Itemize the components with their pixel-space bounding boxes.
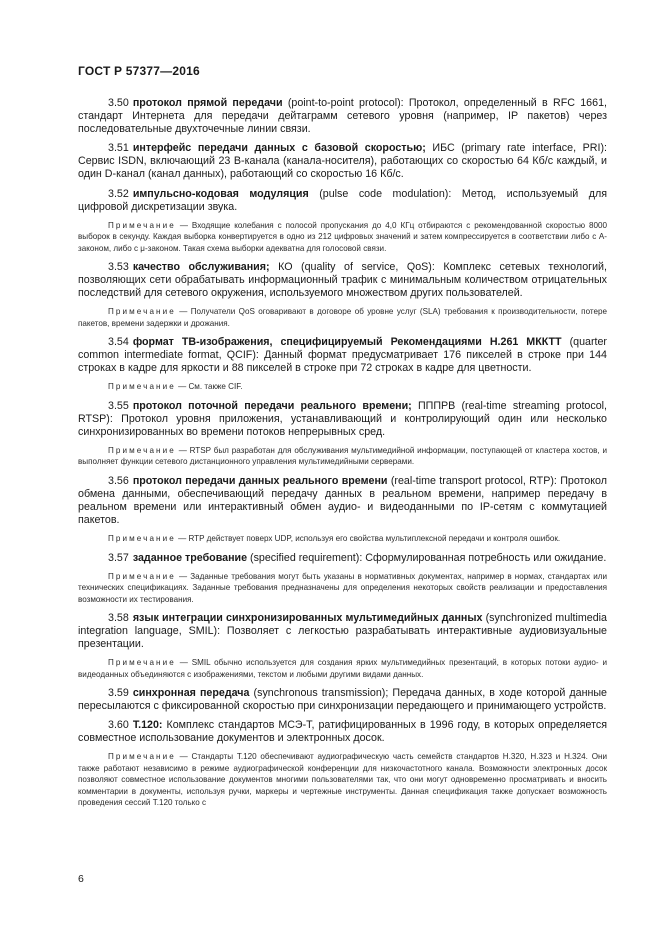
entry-term: качество обслуживания; bbox=[132, 260, 270, 273]
entry-number: 3.52 bbox=[108, 187, 129, 200]
term-entry-3-57 bbox=[78, 552, 607, 565]
term-entry-3-58 bbox=[78, 612, 607, 651]
note-3-53 bbox=[78, 306, 607, 329]
note-text: — Входящие колебания с полосой пропускания до 4,0 КГц отбираются с рекомендованной скоростью 8000 выборок в секунду. Каждая выборка конвертируется в одно из 212 цифровых значений и затем компрессируется в соответствии либо с А-законом, либо с μ-законом. Такая схема выборки адекватна для голосовой связи. bbox=[78, 220, 608, 253]
entry-number: 3.58 bbox=[108, 611, 129, 624]
note-label: Примечание bbox=[108, 307, 176, 317]
note-3-55 bbox=[78, 445, 607, 468]
entry-definition: (specified requirement): Сформулированная потребность или ожидание. bbox=[247, 551, 607, 564]
entry-number: 3.55 bbox=[108, 399, 129, 412]
entry-definition: (quarter common intermediate format, QCIF): Данный формат предусматривает 176 пикселей в строке при 144 строках в кадре для яркости и 88 пикселей в строке при 72 строках в кадре для цветности. bbox=[78, 336, 607, 375]
entry-number: 3.51 bbox=[108, 142, 129, 155]
entry-definition: ПППРВ (real-time streaming protocol, RTSP): Протокол уровня приложения, устанавливающий и контролирующий один или несколько синхронизированных во времени потоков непрерывных сред. bbox=[78, 399, 607, 438]
entry-definition: ИБС (primary rate interface, PRI): Сервис ISDN, включающий 23 B-канала (канала-носителя), работающих со скоростью 64 Кб/с каждый, и один D-канал (канал данных), работающий со скоростью 16 Кб/с. bbox=[78, 142, 608, 181]
note-3-57 bbox=[78, 571, 607, 605]
entry-number: 3.57 bbox=[108, 551, 129, 564]
note-3-54 bbox=[78, 381, 607, 392]
entry-number: 3.60 bbox=[108, 719, 129, 732]
entry-term: протокол передачи данных реального времени bbox=[132, 474, 388, 487]
entry-term: синхронная передача bbox=[132, 687, 250, 700]
entry-term: импульсно-кодовая модуляция bbox=[132, 187, 309, 200]
entry-definition: (real-time transport protocol, RTP): Протокол обмена данными, обеспечивающий передачу данных в реальном времени, например передачу в реальном времени или интерактивный обмен аудио- и видеоданными по IP-сетям с коммутацией пакетов. bbox=[78, 474, 607, 527]
entry-definition: КО (quality of service, QoS): Комплекс сетевых технологий, позволяющих сети обрабатывать информационный трафик с минимальным количеством отрицательных последствий для сетевого окружения, используемого множеством других пользователей. bbox=[78, 260, 607, 300]
note-label: Примечание bbox=[108, 382, 176, 392]
note-3-56 bbox=[78, 533, 607, 544]
term-entry-3-52 bbox=[78, 188, 607, 214]
term-entry-3-50 bbox=[78, 97, 607, 136]
note-label: Примечание bbox=[108, 658, 176, 668]
entry-number: 3.53 bbox=[108, 260, 129, 273]
entry-definition: (pulse code modulation): Метод, используемый для цифровой дискретизации звука. bbox=[78, 187, 607, 213]
note-3-58 bbox=[78, 657, 607, 680]
entry-number: 3.54 bbox=[108, 336, 129, 349]
entry-definition: Комплекс стандартов МСЭ-Т, ратифицированных в 1996 году, в которых определяется совместное использование документов и электронных досок. bbox=[78, 719, 607, 745]
entry-term: интерфейс передачи данных с базовой скоростью; bbox=[132, 142, 426, 155]
term-entry-3-53 bbox=[78, 261, 607, 300]
note-label: Примечание bbox=[108, 220, 176, 230]
note-text: — RTSP был разработан для обслуживания мультимедийной информации, поступающей от кластера хостов, и выполняет функции сетевого дистанционного управления мультимедийными серверами. bbox=[78, 446, 608, 467]
entry-term: протокол поточной передачи реального времени; bbox=[132, 399, 412, 412]
entry-definition: (synchronous transmission); Передача данных, в ходе которой данные пересылаются с фиксированной скоростью при синхронизации передающего и принимающего устройств. bbox=[78, 687, 608, 713]
entry-definition: (synchronized multimedia integration language, SMIL): Позволяет с легкостью разрабатывать интерактивные аудиовизуальные презентации. bbox=[78, 611, 607, 651]
entry-term: заданное требование bbox=[132, 551, 248, 564]
entry-number: 3.56 bbox=[108, 474, 129, 487]
document-header: ГОСТ Р 57377—2016 bbox=[78, 64, 200, 78]
entry-term: протокол прямой передачи bbox=[132, 97, 283, 109]
note-text: — Стандарты Т.120 обеспечивают аудиографическую часть семейств стандартов Н.320, Н.323 и Н.324. Они также работают независимо в режиме аудиографической конференции для низкочастотного канала. Возможности электронных досок позволяют совместное использование документов многими пользователями так, что они могут одновременно просматривать и вносить комментарии в документы, используя ручки, маркеры и чертежные инструменты. Данная спецификация также допускает возможность проведения сессий Т.120 только с bbox=[78, 752, 608, 808]
note-3-60 bbox=[78, 751, 607, 808]
entry-definition: (point-to-point protocol): Протокол, определенный в RFC 1661, стандарт Интернета для передачи дейтаграмм сетевого уровня (например, IP пакетов) через последовательные двухточечные линии связи. bbox=[78, 97, 607, 136]
term-entry-3-56 bbox=[78, 475, 607, 527]
term-entry-3-54 bbox=[78, 336, 607, 375]
note-label: Примечание bbox=[108, 534, 176, 544]
note-text: — SMIL обычно используется для создания ярких мультимедийных презентаций, в которых потоки аудио- и видеоданных объединяются с изображениями, текстом и любыми другими видами данных. bbox=[78, 658, 608, 679]
note-text: — Получатели QoS оговаривают в договоре об уровне услуг (SLA) требования к производительности, потере пакетов, времени задержки и дрожания. bbox=[78, 307, 608, 328]
term-entry-3-51 bbox=[78, 142, 607, 181]
entry-term: Т.120: bbox=[132, 719, 163, 732]
entry-number: 3.50 bbox=[108, 97, 129, 109]
entry-term: язык интеграции синхронизированных мультимедийных данных bbox=[132, 611, 483, 624]
term-entry-3-59 bbox=[78, 687, 607, 713]
note-label: Примечание bbox=[108, 752, 176, 762]
note-text: — См. также CIF. bbox=[178, 382, 243, 392]
term-entry-3-60 bbox=[78, 719, 607, 745]
note-3-52 bbox=[78, 220, 607, 254]
note-label: Примечание bbox=[108, 571, 176, 581]
note-text: — RTP действует поверх UDP, используя его свойства мультиплексной передачи и контроля ошибок. bbox=[178, 534, 561, 544]
note-text: — Заданные требования могут быть указаны в нормативных документах, например в нормах, стандартах или технических спецификациях. Заданные требования предназначены для определения некоторых свойств реализации и предоставления возможности их тестирования. bbox=[78, 571, 607, 604]
term-entry-3-55 bbox=[78, 400, 607, 439]
entry-term: формат ТВ-изображения, специфицируемый Рекомендациями Н.261 МККТТ bbox=[132, 336, 562, 349]
entry-number: 3.59 bbox=[108, 687, 129, 700]
page-number: 6 bbox=[78, 873, 84, 885]
note-label: Примечание bbox=[108, 446, 176, 456]
